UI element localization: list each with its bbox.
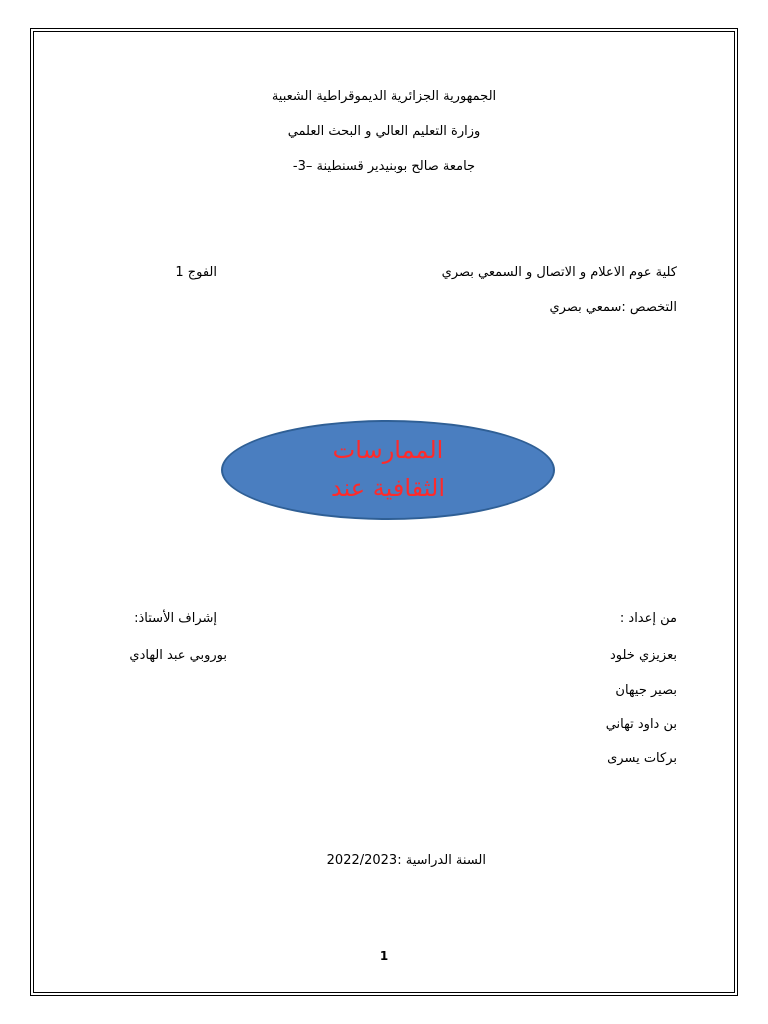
- title-line-1: الممارسات: [332, 436, 444, 464]
- author-name: بركات يسرى: [607, 751, 677, 766]
- page-number: 1: [379, 949, 389, 963]
- supervisor-name: بوروبي عبد الهادي: [129, 648, 227, 663]
- ministry-heading: وزارة التعليم العالي و البحث العلمي: [287, 124, 481, 139]
- author-name: بعزيزي خلود: [609, 648, 677, 663]
- authors-label: من إعداد :: [619, 611, 677, 626]
- specialty-label: التخصص :سمعي بصري: [549, 300, 677, 315]
- university-heading: جامعة صالح بوبنيدير قسنطينة –3-: [292, 159, 476, 174]
- group-label: الفوج 1: [175, 265, 217, 280]
- title-line-2: الثقافية عند: [330, 474, 446, 502]
- title-ellipse: [221, 420, 555, 520]
- author-name: بصير جيهان: [615, 683, 677, 698]
- author-name: بن داود تهاني: [605, 717, 677, 732]
- republic-heading: الجمهورية الجزائرية الديموقراطية الشعبية: [271, 89, 497, 104]
- supervisor-label: إشراف الأستاذ:: [134, 611, 217, 626]
- faculty-name: كلية عوم الاعلام و الاتصال و السمعي بصري: [441, 265, 677, 280]
- academic-year: السنة الدراسية :2022/2023: [326, 853, 486, 868]
